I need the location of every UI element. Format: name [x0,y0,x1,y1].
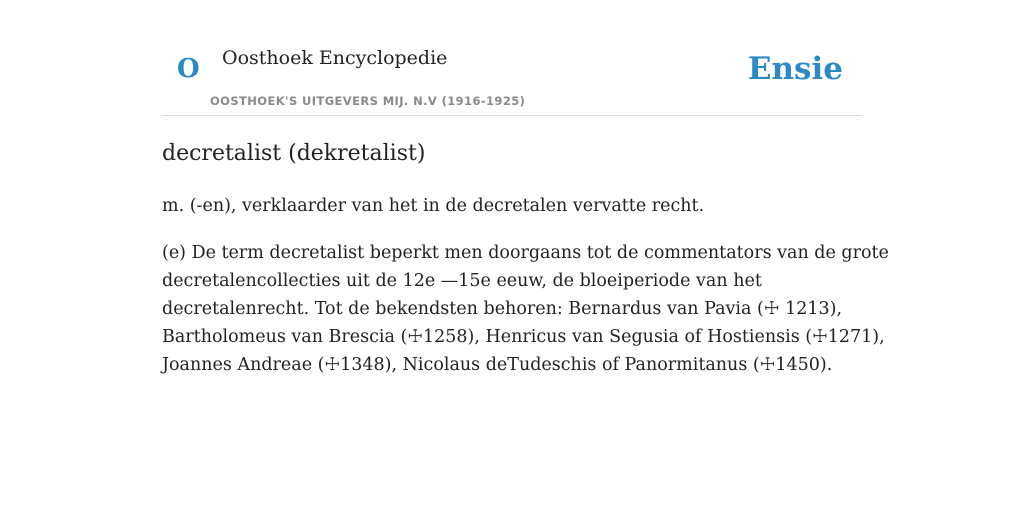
ensie-brand-link[interactable]: Ensie [747,51,843,87]
entry-body-line: decretalenrecht. Tot de bekendsten behoren: Bernardus van Pavia (☩ 1213), [162,299,843,319]
entry-body-line: Joannes Andreae (☩1348), Nicolaus deTudeschis of Panormitanus (☩1450). [162,355,833,375]
entry-title: decretalist (dekretalist) [162,141,426,166]
site-title-link[interactable]: Oosthoek Encyclopedie [222,47,448,69]
entry-body-line: Bartholomeus van Brescia (☩1258), Henricus van Segusia of Hostiensis (☩1271), [162,327,885,347]
entry-definition: m. (-en), verklaarder van het in de decretalen vervatte recht. [162,196,705,216]
entry-body-line: (e) De term decretalist beperkt men doorgaans tot de commentators van de grote [162,243,889,263]
logo-icon[interactable]: O [177,54,200,84]
publisher-label: OOSTHOEK'S UITGEVERS MIJ. N.V (1916-1925) [210,94,526,108]
page [162,0,889,375]
entry-body-line: decretalencollecties uit de 12e —15e eeuw, de bloeiperiode van het [162,271,762,291]
entry-body [162,239,889,379]
site-header [162,0,862,116]
